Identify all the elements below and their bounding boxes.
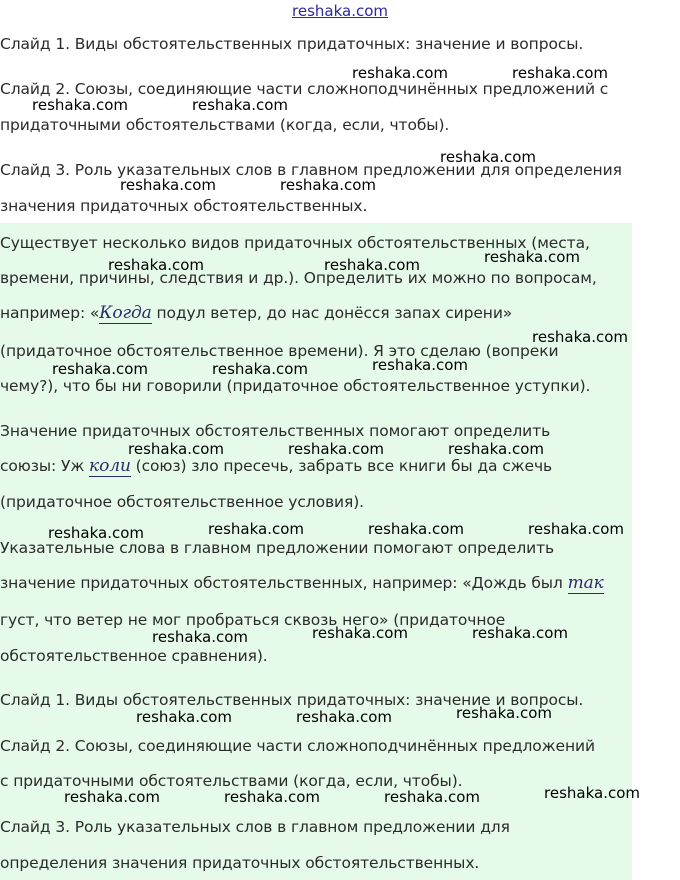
- watermark: reshaka.com: [528, 520, 624, 538]
- watermark: reshaka.com: [192, 96, 288, 114]
- handwritten-word-koli: коли: [89, 456, 131, 476]
- handwritten-word-kogda: Когда: [99, 303, 152, 323]
- answer-p3-line2-pre: значение придаточных обстоятельственных, например: «Дождь был: [0, 574, 568, 592]
- watermark: reshaka.com: [440, 148, 536, 166]
- answer-slide1: Слайд 1. Виды обстоятельственных придаточных: значение и вопросы.: [0, 691, 584, 709]
- answer-p2-line2: [0, 456, 552, 476]
- watermark: reshaka.com: [48, 524, 144, 542]
- watermark: reshaka.com: [108, 256, 204, 274]
- answer-p2-line2-pre: союзы: Уж: [0, 457, 90, 475]
- watermark: reshaka.com: [324, 256, 420, 274]
- watermark: reshaka.com: [212, 360, 308, 378]
- answer-p2-line3: (придаточное обстоятельственное условия).: [0, 493, 364, 511]
- watermark: reshaka.com: [208, 520, 304, 538]
- watermark: reshaka.com: [136, 708, 232, 726]
- answer-p2-line2-post: (союз) зло пресечь, забрать все книги бы да сжечь: [130, 457, 553, 475]
- answer-p1-line3-pre: например: «: [0, 304, 100, 322]
- answer-slide3-line2: определения значения придаточных обстоятельственных.: [0, 854, 480, 872]
- watermark: reshaka.com: [384, 788, 480, 806]
- watermark: reshaka.com: [280, 176, 376, 194]
- answer-p1-line2: времени, причины, следствия и др.). Определить их можно по вопросам,: [0, 269, 597, 287]
- watermark: reshaka.com: [64, 788, 160, 806]
- slide1-text: Слайд 1. Виды обстоятельственных придаточных: значение и вопросы.: [0, 35, 584, 53]
- watermark: reshaka.com: [352, 64, 448, 82]
- answer-slide2-line2: с придаточными обстоятельствами (когда, если, чтобы).: [0, 772, 463, 790]
- watermark: reshaka.com: [32, 96, 128, 114]
- slide2-text-line1: Слайд 2. Союзы, соединяющие части сложноподчинённых предложений с: [0, 80, 609, 98]
- watermark: reshaka.com: [448, 440, 544, 458]
- watermark: reshaka.com: [456, 704, 552, 722]
- watermark: reshaka.com: [312, 624, 408, 642]
- slide3-text-line2: значения придаточных обстоятельственных.: [0, 197, 368, 215]
- watermark: reshaka.com: [120, 176, 216, 194]
- watermark: reshaka.com: [52, 360, 148, 378]
- answer-slide3-line1: Слайд 3. Роль указательных слов в главном предложении для: [0, 818, 510, 836]
- watermark: reshaka.com: [512, 64, 608, 82]
- watermark: reshaka.com: [368, 520, 464, 538]
- answer-p2-line1: Значение придаточных обстоятельственных помогают определить: [0, 422, 551, 440]
- watermark: reshaka.com: [296, 708, 392, 726]
- answer-p1-line3: [0, 303, 512, 323]
- answer-p3-line4: обстоятельственное сравнения).: [0, 647, 268, 665]
- answer-p1-line3-post: подул ветер, до нас донёсся запах сирени»: [151, 304, 513, 322]
- answer-p1-line1: Существует несколько видов придаточных обстоятельственных (места,: [0, 234, 590, 252]
- watermark: reshaka.com: [532, 328, 628, 346]
- answer-p1-line4: (придаточное обстоятельственное времени). Я это сделаю (вопреки: [0, 342, 559, 360]
- slide3-text-line1: Слайд 3. Роль указательных слов в главном предложении для определения: [0, 161, 622, 179]
- answer-p3-line3: густ, что ветер не мог пробраться сквозь него» (придаточное: [0, 611, 506, 629]
- watermark: reshaka.com: [152, 628, 248, 646]
- watermark: reshaka.com: [288, 440, 384, 458]
- answer-p3-line1: Указательные слова в главном предложении помогают определить: [0, 539, 555, 557]
- answer-p1-line5: чему?), что бы ни говорили (придаточное обстоятельственное уступки).: [0, 377, 591, 395]
- answer-p3-line2: [0, 573, 604, 593]
- slide2-text-line2: придаточными обстоятельствами (когда, если, чтобы).: [0, 116, 450, 134]
- answer-slide2-line1: Слайд 2. Союзы, соединяющие части сложноподчинённых предложений: [0, 737, 595, 755]
- watermark: reshaka.com: [372, 356, 468, 374]
- handwritten-word-tak: так: [567, 573, 604, 593]
- watermark: reshaka.com: [128, 440, 224, 458]
- watermark: reshaka.com: [472, 624, 568, 642]
- site-link[interactable]: reshaka.com: [292, 2, 388, 20]
- watermark: reshaka.com: [544, 784, 640, 802]
- watermark: reshaka.com: [224, 788, 320, 806]
- watermark: reshaka.com: [484, 248, 580, 266]
